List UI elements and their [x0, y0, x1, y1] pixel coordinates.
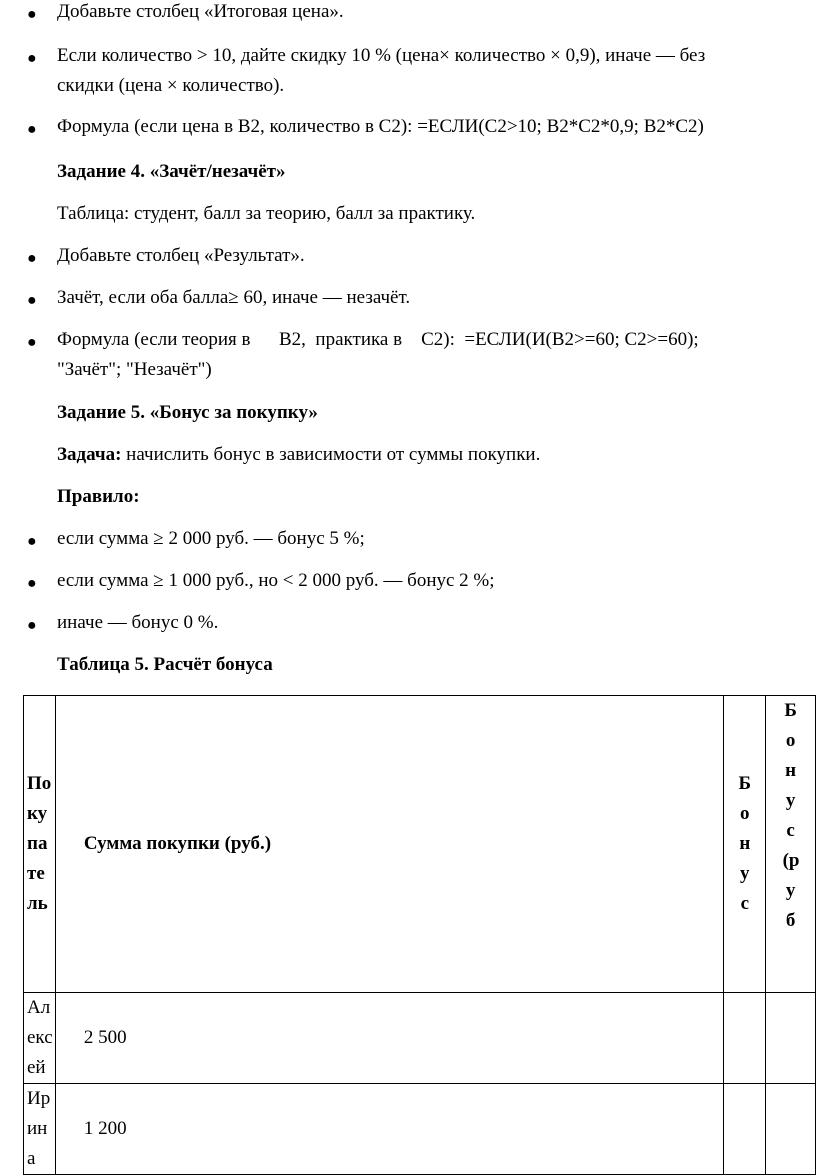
list-item-continued: скидки (цена × количество). [57, 75, 285, 96]
list-item: Добавьте столбец «Результат». [57, 245, 305, 266]
header-buyer: Покупатель [24, 696, 56, 993]
task5-title: Задание 5. «Бонус за покупку» [57, 402, 318, 423]
bullet-icon: ● [27, 250, 37, 267]
task5-task [57, 440, 540, 470]
bullet-icon: ● [27, 575, 37, 592]
list-item: Формула (если теория в B2, практика в C2): =ЕСЛИ(И(B2>=60; C2>=60); [57, 329, 699, 350]
list-item: Если количество > 10, дайте скидку 10 % (цена× количество × 0,9), иначе — без [57, 45, 706, 66]
bullet-icon: ● [27, 50, 37, 67]
list-item: Добавьте столбец «Итоговая цена». [57, 1, 344, 22]
list-item: Зачёт, если оба балла≥ 60, иначе — незачёт. [57, 287, 411, 308]
task-text: начислить бонус в зависимости от суммы покупки. [121, 444, 541, 465]
cell-bonus-rub [766, 993, 816, 1084]
header-sum: Сумма покупки (руб.) [55, 696, 724, 993]
task-label: Задача: [57, 444, 122, 465]
list-item: иначе — бонус 0 %. [57, 612, 219, 633]
list-item: если сумма ≥ 1 000 руб., но < 2 000 руб. — бонус 2 %; [57, 570, 495, 591]
cell-sum: 2 500 [55, 993, 724, 1084]
cell-bonus-pct [724, 1084, 766, 1175]
table-row [24, 993, 816, 1084]
bullet-icon: ● [27, 533, 37, 550]
cell-bonus-rub [766, 1084, 816, 1175]
cell-buyer: Ирина [24, 1084, 56, 1175]
bullet-icon: ● [27, 334, 37, 351]
table-row [24, 1084, 816, 1175]
cell-bonus-pct [724, 993, 766, 1084]
list-item-continued: "Зачёт"; "Незачёт") [57, 359, 212, 380]
bullet-icon: ● [27, 6, 37, 23]
rule-label: Правило: [57, 486, 140, 507]
header-bonus-pct: Бонус [724, 696, 766, 993]
bullet-icon: ● [27, 121, 37, 138]
list-item: Формула (если цена в B2, количество в C2): =ЕСЛИ(C2>10; B2*C2*0,9; B2*C2) [57, 116, 704, 137]
cell-sum: 1 200 [55, 1084, 724, 1175]
bonus-table [23, 695, 816, 1175]
bullet-icon: ● [27, 617, 37, 634]
cell-buyer: Алексей [24, 993, 56, 1084]
bullet-icon: ● [27, 292, 37, 309]
list-item: если сумма ≥ 2 000 руб. — бонус 5 %; [57, 528, 365, 549]
task4-title: Задание 4. «Зачёт/незачёт» [57, 161, 286, 182]
table-header-row [24, 696, 816, 993]
task4-intro: Таблица: студент, балл за теорию, балл за практику. [57, 203, 476, 224]
table-caption: Таблица 5. Расчёт бонуса [57, 654, 273, 675]
header-bonus-rub: Бонус (руб [766, 696, 816, 993]
